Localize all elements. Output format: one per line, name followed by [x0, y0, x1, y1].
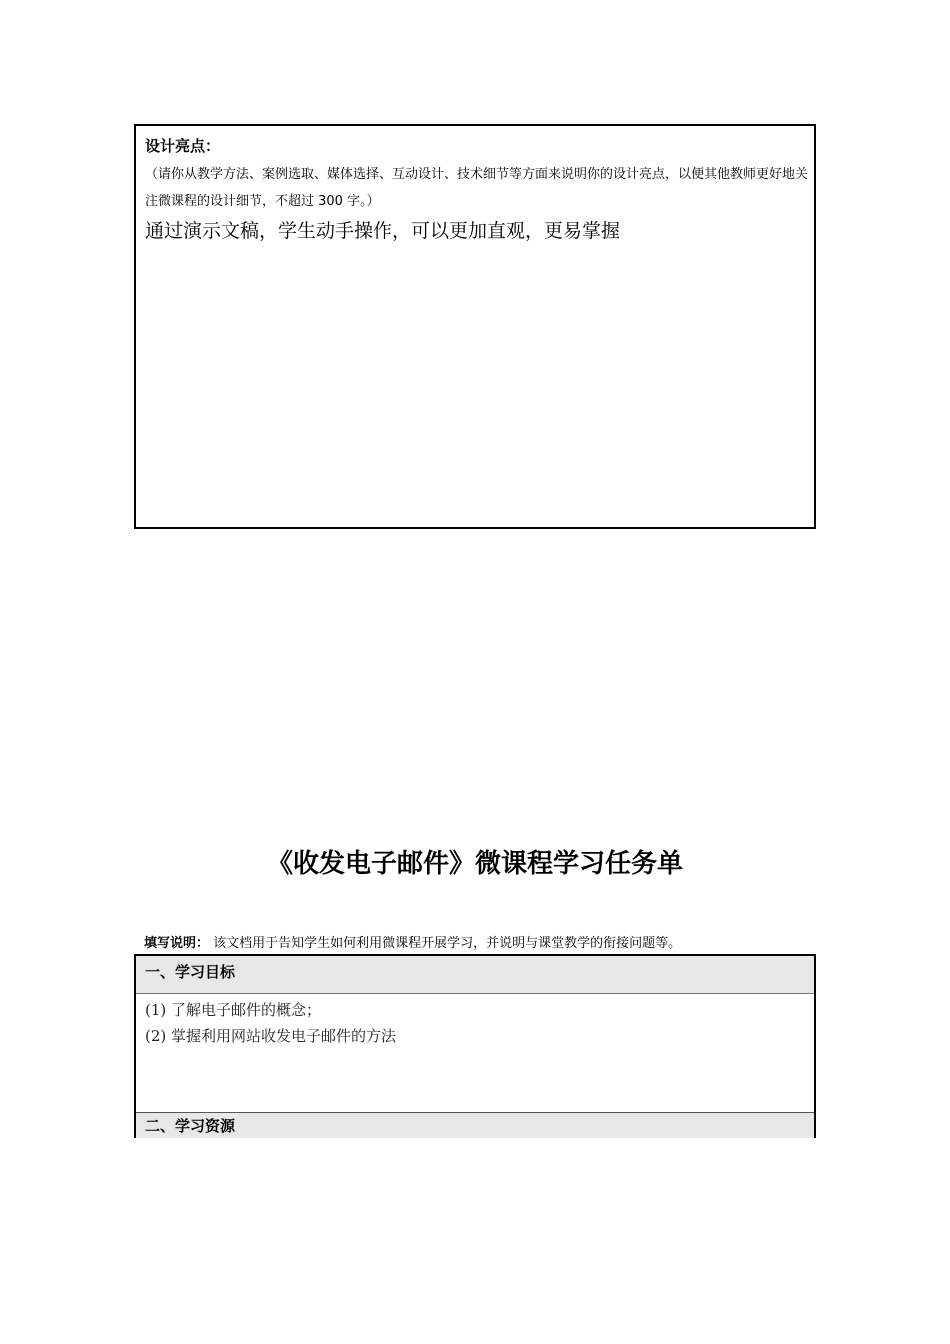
design-highlights-content: 通过演示文稿，学生动手操作，可以更加直观，更易掌握 — [145, 220, 621, 242]
learning-goals-list — [145, 997, 396, 1049]
list-item: (1) 了解电子邮件的概念； — [145, 1001, 322, 1019]
section-heading-learning-resources: 二、学习资源 — [136, 1112, 814, 1138]
fill-instructions — [144, 932, 681, 951]
design-highlights-instruction: （请你从教学方法、案例选取、媒体选择、互动设计、技术细节等方面来说明你的设计亮点，以便其他教师更好地关注微课程的设计细节，不超过 300 字。） — [145, 167, 809, 209]
fill-instructions-label: 填写说明： — [144, 936, 210, 951]
task-sheet-table — [134, 954, 816, 1138]
design-highlights-box — [134, 124, 816, 529]
fill-instructions-text: 该文档用于告知学生如何利用微课程开展学习，并说明与课堂教学的衔接问题等。 — [213, 936, 682, 951]
list-item: (2) 掌握利用网站收发电子邮件的方法 — [145, 1027, 397, 1045]
task-sheet-title: 《收发电子邮件》微课程学习任务单 — [266, 849, 683, 879]
section-heading-learning-goals: 一、学习目标 — [136, 956, 814, 994]
design-highlights-title: 设计亮点： — [145, 137, 221, 155]
